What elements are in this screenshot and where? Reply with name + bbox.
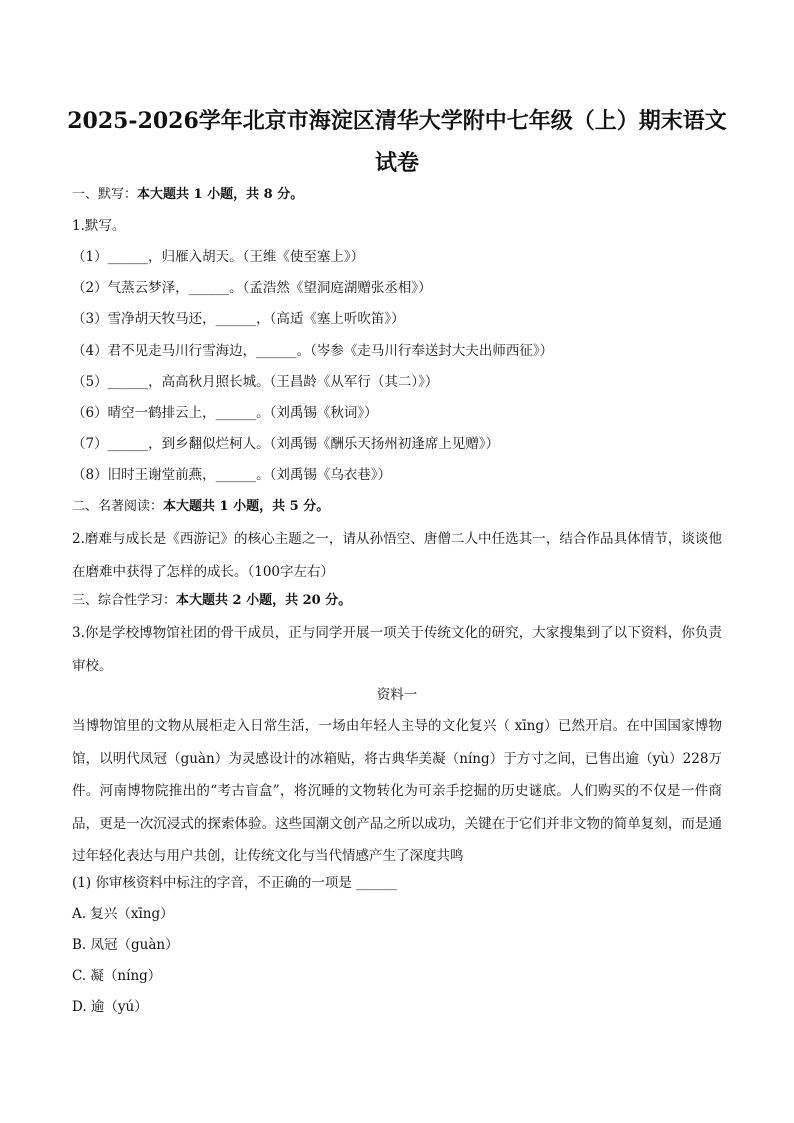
section-3-heading (72, 590, 722, 612)
q1-item-2: （2）气蒸云梦泽，______。（孟浩然《望洞庭湖赠张丞相》） (72, 280, 432, 296)
q3-sub1-stem: (1) 你审核资料中标注的字音，不正确的一项是 ______ (72, 875, 397, 891)
q1-item-3: （3）雪净胡天牧马还，______，（高适《塞上听吹笛》） (72, 311, 405, 327)
section-3-label: 三、综合性学习： (72, 593, 177, 608)
page-title: 2025-2026学年北京市海淀区清华大学附中七年级（上）期末语文试卷 (67, 108, 727, 176)
section-2-label: 二、名著阅读： (72, 499, 164, 514)
section-2-info: 本大题共 1 小题，共 5 分。 (163, 499, 330, 514)
q1-stem: 1.默写。 (72, 218, 126, 234)
q3-stem: 3.你是学校博物馆社团的骨干成员，正与同学开展一项关于传统文化的研究，大家搜集到了以下资料，你负责审校。 (72, 625, 722, 674)
option-a: A. 复兴（xīng） (72, 906, 174, 922)
option-d: D. 逾（yú） (72, 999, 148, 1015)
q1-item-5: （5）______，高高秋月照长城。（王昌龄《从军行（其二）》） (72, 374, 439, 390)
option-c: C. 凝（níng） (72, 968, 162, 984)
section-2-heading (72, 496, 722, 518)
q1-item-7: （7）______，到乡翻似烂柯人。（刘禹锡《酬乐天扬州初逢席上见赠》） (72, 436, 500, 452)
q1-item-1: （1）______，归雁入胡天。（王维《使至塞上》） (72, 249, 365, 265)
q1-item-8: （8）旧时王谢堂前燕，______。（刘禹锡《乌衣巷》） (72, 467, 392, 483)
material-text: 当博物馆里的文物从展柜走入日常生活，一场由年轻人主导的文化复兴（ xīng）已然开启。在中国国家博物馆，以明代凤冠（guàn）为灵感设计的冰箱贴，将古典华美凝（níng）于方寸之间，已售出逾（yù）228万件。河南博物院推出的“考古盲盒”，将沉睡的文物转化为可亲手挖掘的历史谜底。人们购买的不仅是一件商品，更是一次沉浸式的探索体验。这些国潮文创产品之所以成功，关键在于它们并非文物的简单复刻，而是通过年轻化表达与用户共创，让传统文化与当代情感产生了深度共鸣 (72, 718, 722, 864)
q2-stem: 2.磨难与成长是《西游记》的核心主题之一，请从孙悟空、唐僧二人中任选其一，结合作品具体情节，谈谈他在磨难中获得了怎样的成长。（100字左右） (72, 531, 722, 580)
option-b: B. 凤冠（guàn） (72, 937, 179, 953)
section-1-label: 一、默写： (72, 187, 138, 202)
section-1-info: 本大题共 1 小题，共 8 分。 (137, 187, 304, 202)
section-3-info: 本大题共 2 小题，共 20 分。 (176, 593, 352, 608)
q1-item-4: （4）君不见走马川行雪海边，______。（岑参《走马川行奉送封大夫出师西征》） (72, 343, 554, 359)
section-1-heading (72, 184, 722, 206)
material-title: 资料一 (376, 687, 418, 703)
q1-item-6: （6）晴空一鹤排云上，______。（刘禹锡《秋词》） (72, 405, 378, 421)
